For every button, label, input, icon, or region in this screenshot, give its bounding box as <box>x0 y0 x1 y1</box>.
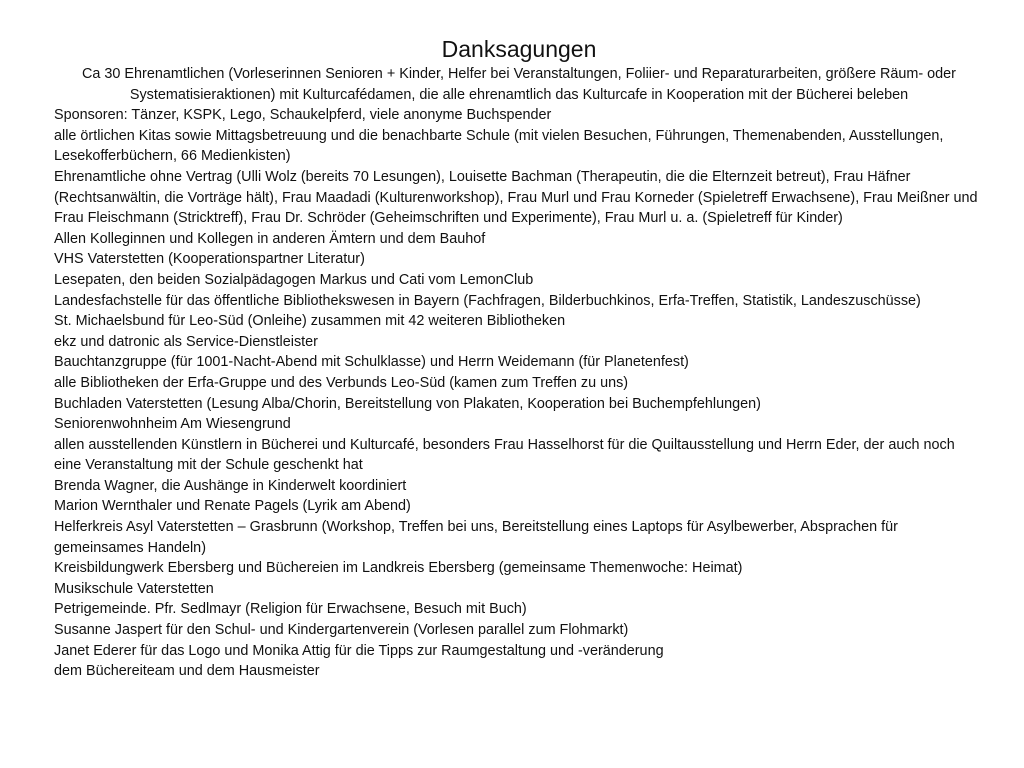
acknowledgement-item: Musikschule Vaterstetten <box>54 580 214 597</box>
acknowledgement-list <box>54 105 984 682</box>
acknowledgement-item: alle örtlichen Kitas sowie Mittagsbetreuung und die benachbarte Schule (mit vielen Besuchen, Führungen, Themenabenden, Ausstellungen, Lesekofferbüchern, 66 Medienkisten) <box>54 127 944 165</box>
acknowledgement-item: Brenda Wagner, die Aushänge in Kinderwelt koordiniert <box>54 477 407 494</box>
acknowledgement-item: Ehrenamtliche ohne Vertrag (Ulli Wolz (bereits 70 Lesungen), Louisette Bachman (Therapeutin, die die Elternzeit betreut), Frau Häfner (Rechtsanwältin, die Vorträge hält), Frau Maadadi (Kulturenworkshop), Frau Murl und Frau Korneder (Spieletreff Erwachsene), Frau Meißner und Frau Fleischmann (Stricktreff), Frau Dr. Schröder (Geheimschriften und Experimente), Frau Murl u. a. (Spieletreff für Kinder) <box>54 168 978 227</box>
acknowledgement-item: Lesepaten, den beiden Sozialpädagogen Markus und Cati vom LemonClub <box>54 271 534 288</box>
acknowledgement-item: Janet Ederer für das Logo und Monika Attig für die Tipps zur Raumgestaltung und -veränderung <box>54 642 664 659</box>
acknowledgement-item: Seniorenwohnheim Am Wiesengrund <box>54 416 291 433</box>
acknowledgement-item: Marion Wernthaler und Renate Pagels (Lyrik am Abend) <box>54 498 411 515</box>
acknowledgement-item: ekz und datronic als Service-Dienstleister <box>54 333 318 350</box>
slide-intro: Ca 30 Ehrenamtlichen (Vorleserinnen Senioren + Kinder, Helfer bei Veranstaltungen, Foliier- und Reparaturarbeiten, größere Räum- oder Systematisieraktionen) mit Kulturcafédamen, die alle ehrenamtlich das Kulturcafe in Kooperation mit der Bücherei beleben <box>82 66 956 103</box>
acknowledgement-item: alle Bibliotheken der Erfa-Gruppe und des Verbunds Leo-Süd (kamen zum Treffen zu uns) <box>54 374 629 391</box>
acknowledgement-item: St. Michaelsbund für Leo-Süd (Onleihe) zusammen mit 42 weiteren Bibliotheken <box>54 313 566 330</box>
acknowledgement-item: VHS Vaterstetten (Kooperationspartner Literatur) <box>54 251 365 268</box>
acknowledgement-item: Susanne Jaspert für den Schul- und Kindergartenverein (Vorlesen parallel zum Flohmarkt) <box>54 622 629 639</box>
acknowledgement-item: Helferkreis Asyl Vaterstetten – Grasbrunn (Workshop, Treffen bei uns, Bereitstellung eines Laptops für Asylbewerber, Absprachen für gemeinsames Handeln) <box>54 519 898 556</box>
acknowledgement-item: allen ausstellenden Künstlern in Bücherei und Kulturcafé, besonders Frau Hasselhorst für die Quiltausstellung und Herrn Eder, der auch noch eine Veranstaltung mit der Schule geschenkt hat <box>54 436 955 474</box>
acknowledgement-item: dem Büchereiteam und dem Hausmeister <box>54 663 320 680</box>
acknowledgement-item: Landesfachstelle für das öffentliche Bibliothekswesen in Bayern (Fachfragen, Bilderbuchkinos, Erfa-Treffen, Statistik, Landeszuschüsse) <box>54 292 921 309</box>
acknowledgement-item: Sponsoren: Tänzer, KSPK, Lego, Schaukelpferd, viele anonyme Buchspender <box>54 107 552 124</box>
slide-title: Danksagungen <box>441 36 597 62</box>
acknowledgement-item: Petrigemeinde. Pfr. Sedlmayr (Religion für Erwachsene, Besuch mit Buch) <box>54 601 527 618</box>
acknowledgement-item: Bauchtanzgruppe (für 1001-Nacht-Abend mit Schulklasse) und Herrn Weidemann (für Planetenfest) <box>54 354 689 371</box>
acknowledgement-item: Kreisbildungwerk Ebersberg und Büchereien im Landkreis Ebersberg (gemeinsame Themenwoche: Heimat) <box>54 560 743 577</box>
acknowledgement-item: Buchladen Vaterstetten (Lesung Alba/Chorin, Bereitstellung von Plakaten, Kooperation bei Buchempfehlungen) <box>54 395 761 412</box>
acknowledgement-item: Allen Kolleginnen und Kollegen in anderen Ämtern und dem Bauhof <box>54 230 486 247</box>
